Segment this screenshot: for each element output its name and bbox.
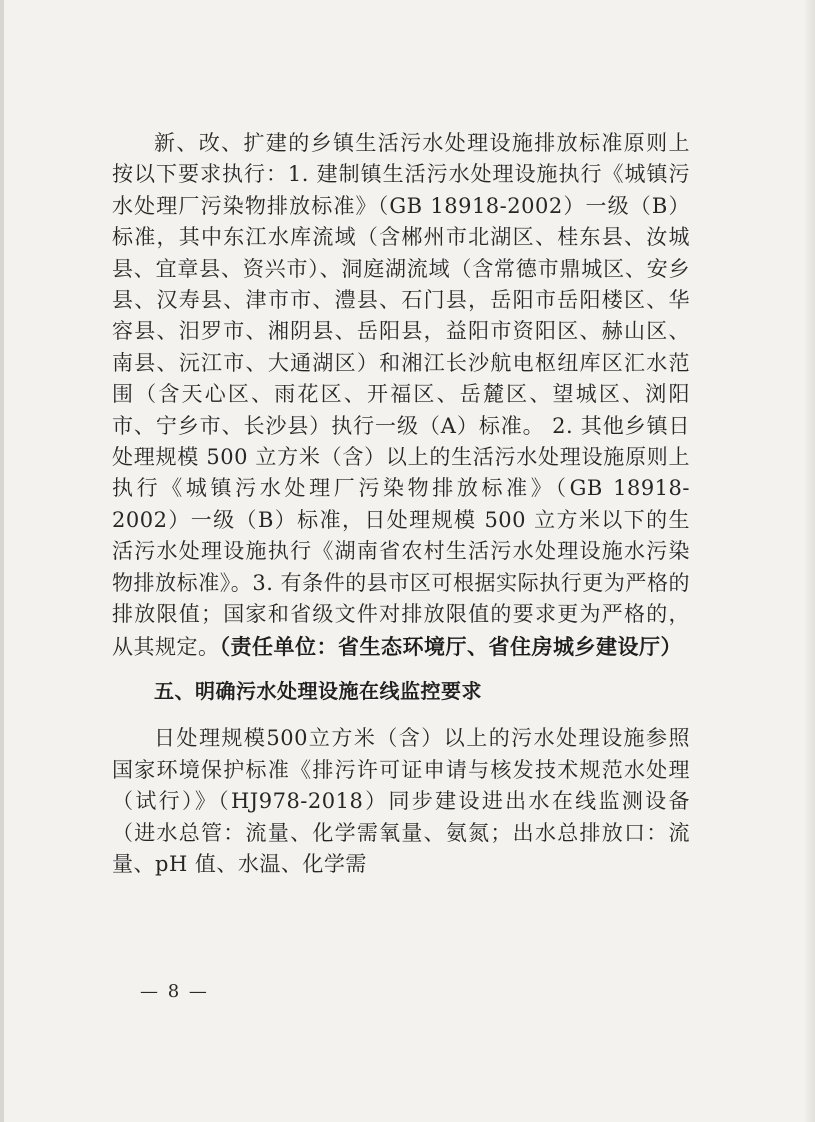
document-page bbox=[112, 128, 690, 880]
scan-edge-left bbox=[0, 0, 4, 1122]
responsibility-note: （责任单位：省生态环境厅、省住房城乡建设厅） bbox=[219, 633, 682, 659]
scan-edge-right bbox=[805, 0, 815, 1122]
paragraph-discharge-standards-text: 新、改、扩建的乡镇生活污水处理设施排放标准原则上按以下要求执行：1. 建制镇生活污水处理设施执行《城镇污水处理厂污染物排放标准》（GB 18918-2002）一级（B）标准，其中东江水库流域（含郴州市北湖区、桂东县、汝城县、宜章县、资兴市）、洞庭湖流域（含常德市鼎城区、安乡县、汉寿县、津市市、澧县、石门县，岳阳市岳阳楼区、华容县、汨罗市、湘阴县、岳阳县，益阳市资阳区、赫山区、南县、沅江市、大通湖区）和湘江长沙航电枢纽库区汇水范围（含天心区、雨花区、开福区、岳麓区、望城区、浏阳市、宁乡市、长沙县）执行一级（A）标准。 2. 其他乡镇日处理规模 500 立方米（含）以上的生活污水处理设施原则上执行《城镇污水处理厂污染物排放标准》（GB 18918-2002）一级（B）标准，日处理规模 500 立方米以下的生活污水处理设施执行《湖南省农村生活污水处理设施水污染物排放标准》。3. 有条件的县市区可根据实际执行更为严格的排放限值；国家和省级文件对排放限值的要求更为严格的，从其规定。 bbox=[112, 131, 690, 659]
paragraph-discharge-standards bbox=[112, 128, 690, 663]
paragraph-online-monitoring: 日处理规模500立方米（含）以上的污水处理设施参照国家环境保护标准《排污许可证申请与核发技术规范水处理（试行）》（HJ978-2018）同步建设进出水在线监测设备（进水总管：流量、化学需氧量、氨氮；出水总排放口：流量、pH 值、水温、化学需 bbox=[112, 726, 690, 876]
page-number: — 8 — bbox=[140, 981, 209, 1002]
section-heading: 五、明确污水处理设施在线监控要求 bbox=[154, 678, 482, 703]
